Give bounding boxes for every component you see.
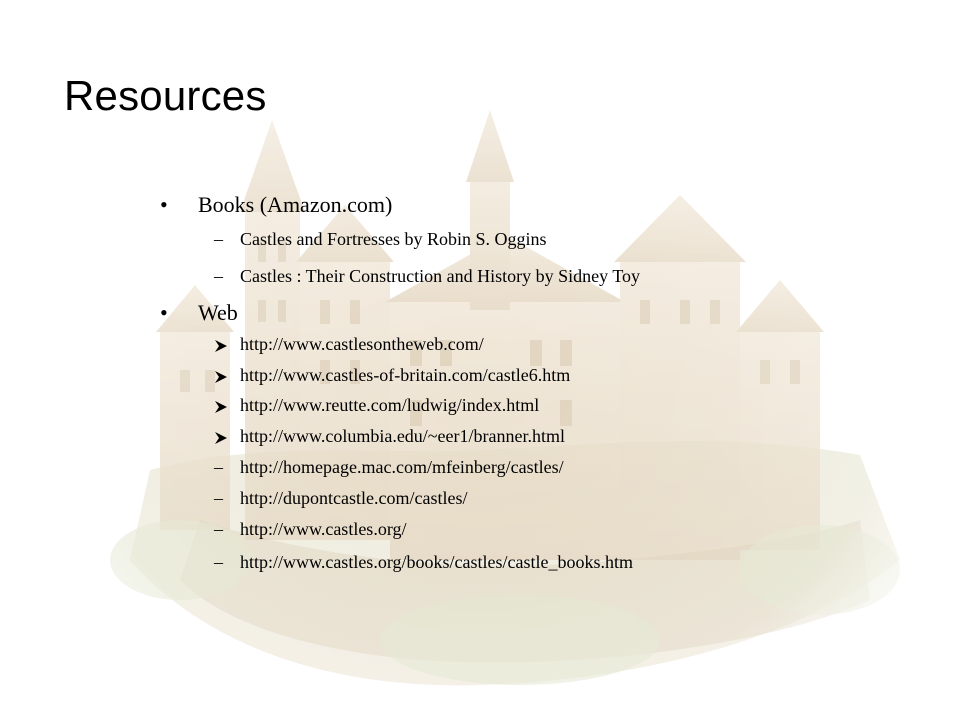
section-heading-books: Books (Amazon.com): [198, 192, 393, 217]
section-bullet: •: [160, 300, 168, 325]
arrowhead-bullet-icon: [214, 370, 228, 384]
web-link[interactable]: http://www.castles.org/books/castles/castle_books.htm: [240, 552, 633, 572]
arrowhead-bullet-icon: [214, 339, 228, 353]
dash-bullet: –: [214, 488, 223, 508]
web-link[interactable]: http://www.castles.org/: [240, 519, 407, 539]
section-heading-web: Web: [198, 300, 238, 325]
dash-bullet: –: [214, 552, 223, 572]
dash-bullet: –: [214, 519, 223, 539]
book-item: Castles and Fortresses by Robin S. Oggins: [240, 229, 547, 249]
dash-bullet: –: [214, 229, 223, 249]
web-link[interactable]: http://www.reutte.com/ludwig/index.html: [240, 395, 540, 415]
book-item: Castles : Their Construction and History by Sidney Toy: [240, 266, 641, 286]
web-link[interactable]: http://dupontcastle.com/castles/: [240, 488, 468, 508]
arrowhead-bullet-icon: [214, 400, 228, 414]
web-link[interactable]: http://homepage.mac.com/mfeinberg/castles/: [240, 457, 564, 477]
dash-bullet: –: [214, 266, 223, 286]
arrowhead-bullet-icon: [214, 431, 228, 445]
section-bullet: •: [160, 192, 168, 217]
dash-bullet: –: [214, 457, 223, 477]
web-link[interactable]: http://www.castles-of-britain.com/castle6.htm: [240, 365, 571, 385]
web-link[interactable]: http://www.castlesontheweb.com/: [240, 334, 484, 354]
slide-title: Resources: [64, 72, 267, 119]
web-link[interactable]: http://www.columbia.edu/~eer1/branner.html: [240, 426, 565, 446]
